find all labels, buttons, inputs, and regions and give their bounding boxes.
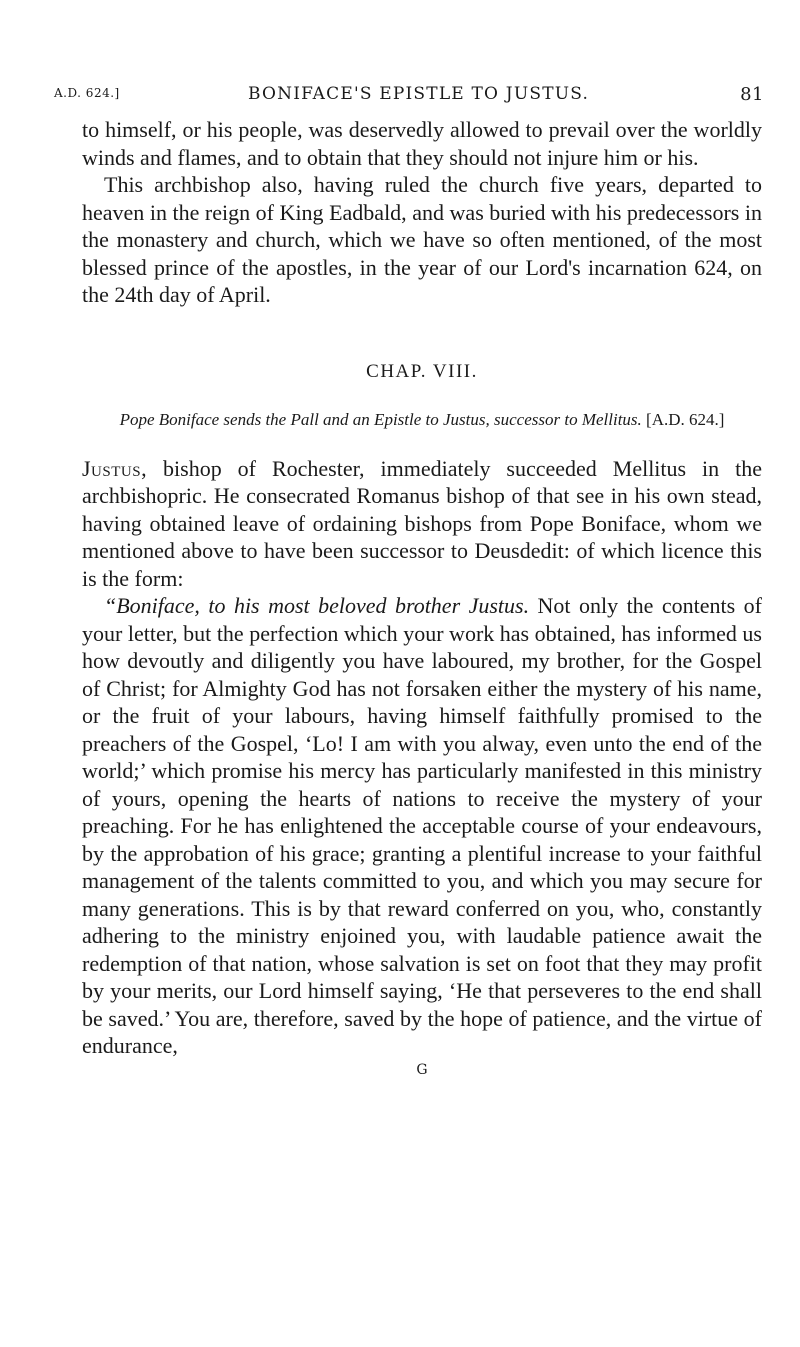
paragraph-continuation: to himself, or his people, was deservedly allowed to prevail over the worldly winds and flames, and to obtain that they should not injure him or his. <box>82 117 762 170</box>
paragraph-justus-lead: Justus, <box>82 455 148 481</box>
running-head-title: BONIFACE'S EPISTLE TO JUSTUS. <box>248 84 590 104</box>
letter-salutation: “Boniface, to his most beloved brother Justus. <box>104 593 530 618</box>
page-number: 81 <box>740 84 764 105</box>
running-head-date: A.D. 624.] <box>54 86 120 100</box>
letter-paragraph <box>82 592 762 1060</box>
book-page <box>54 82 764 1078</box>
paragraph-archbishop-death: This archbishop also, having ruled the church five years, departed to heaven in the reign of King Eadbald, and was buried with his predecessors in the monastery and church, which we have so often mentioned, of the most blessed prince of the apostles, in the year of our Lord's incarnation 624, on the 24th day of April. <box>82 172 762 307</box>
signature-mark: G <box>416 1061 428 1078</box>
letter-body: Not only the contents of your letter, but the perfection which your work has obtained, has informed us how devoutly and diligently you have laboured, my brother, for the Gospel of Christ; for Almighty God has not forsaken either the mystery of his name, or the fruit of your labours, having himself faithfully promised to the preachers of the Gospel, ‘Lo! I am with you alway, even unto the end of the world;’ which promise his mercy has particularly manifested in this ministry of yours, opening the hearts of nations to receive the mystery of your preaching. For he has enlightened the acceptable course of your endeavours, by the approbation of his grace; granting a plentiful increase to your faithful management of the talents committed to you, and which you may secure for many generations. This is by that reward conferred on you, who, constantly adhering to the ministry enjoined you, with laudable patience await the redemption of that nation, whose salvation is set on foot that they may profit by your merits, our Lord himself saying, ‘He that perseveres to the end shall be saved.’ You are, therefore, saved by the hope of patience, and the virtue of endurance, <box>82 593 762 1058</box>
chapter-argument <box>82 409 762 431</box>
chapter-argument-date: [A.D. 624.] <box>646 409 725 429</box>
paragraph-justus-text: bishop of Rochester, immediately succeeded Mellitus in the archbishopric. He consecrated Romanus bishop of that see in his own stead, having obtained leave of ordaining bishops from Pope Boniface, whom we mentioned above to have been successor to Deusdedit: of which licence this is the form: <box>82 455 762 591</box>
chapter-argument-text: Pope Boniface sends the Pall and an Epistle to Justus, successor to Mellitus. <box>119 409 642 429</box>
chapter-heading: CHAP. VIII. <box>366 360 478 382</box>
paragraph-justus <box>82 455 762 593</box>
running-head <box>54 82 764 116</box>
